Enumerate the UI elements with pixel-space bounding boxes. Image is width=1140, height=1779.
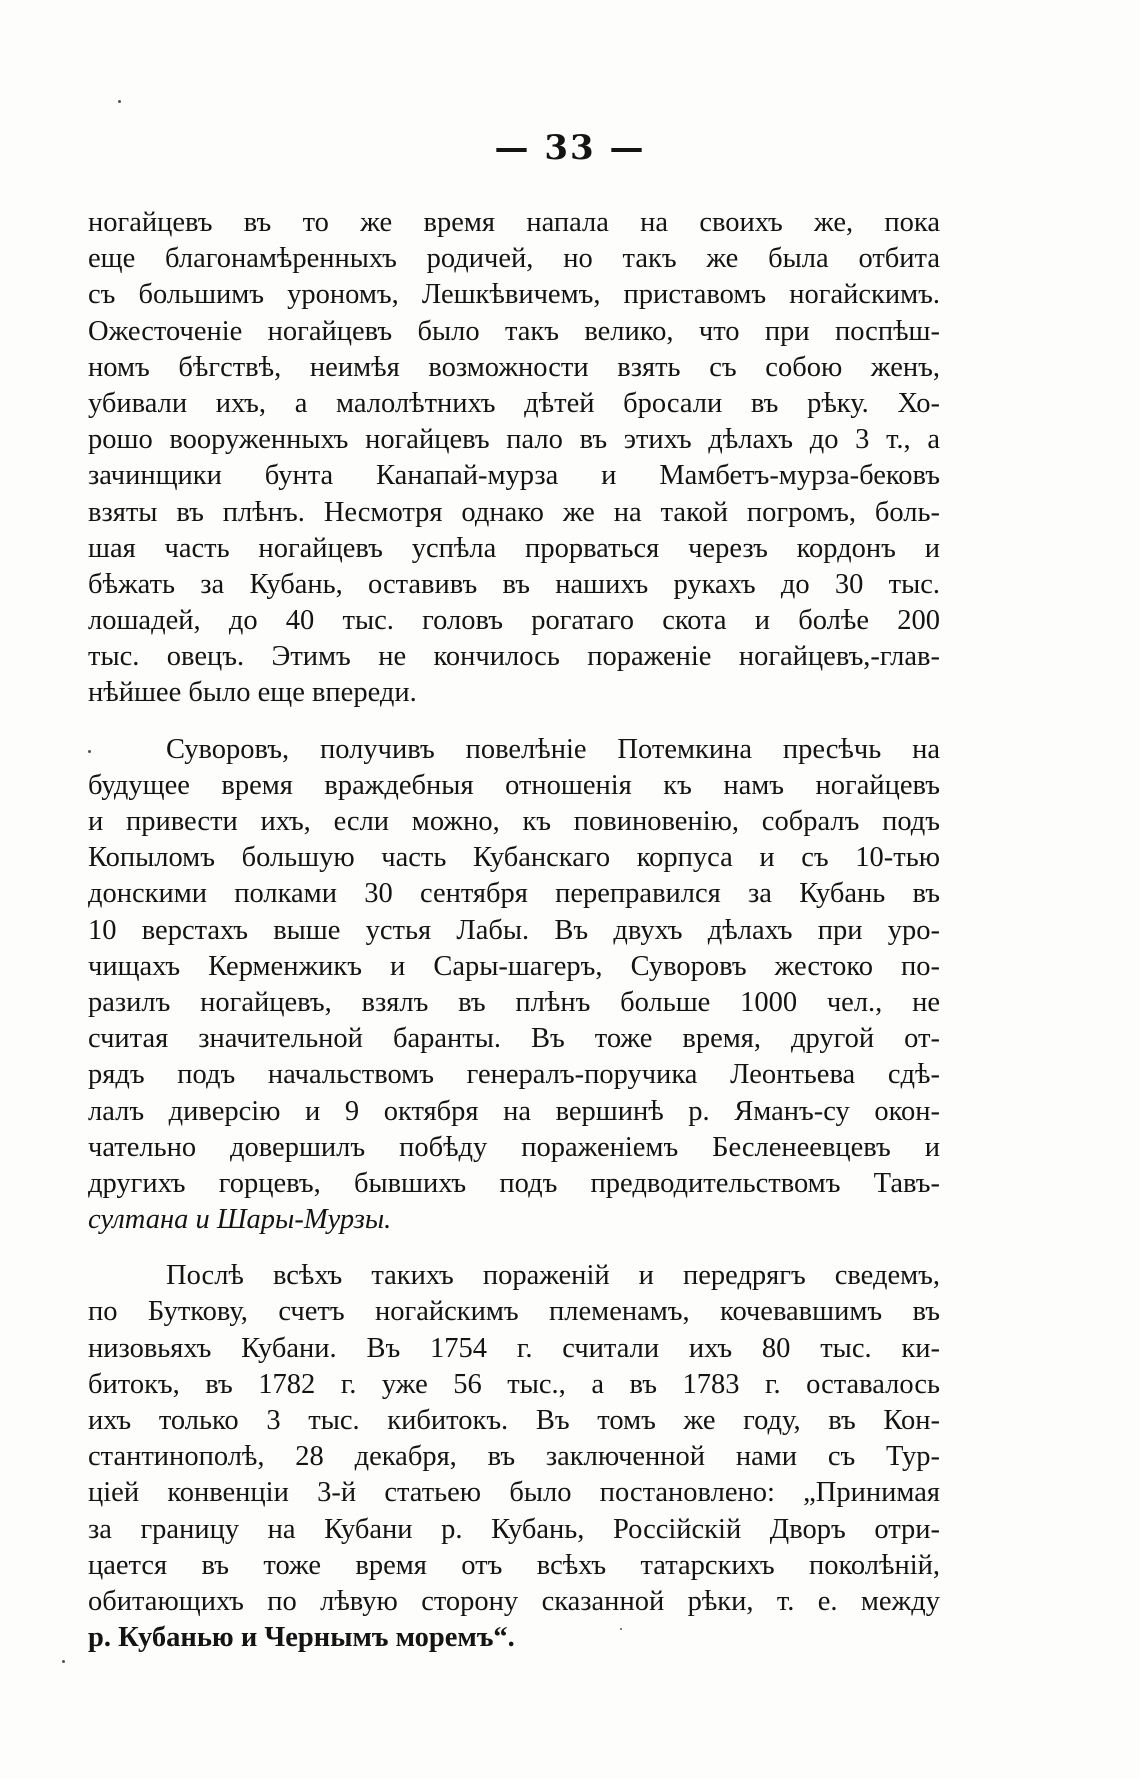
text-line: Копыломъ большую часть Кубанскаго корпуса и съ 10-тью	[88, 842, 940, 874]
text-line: будущее время враждебныя отношенія къ намъ ногайцевъ	[88, 769, 940, 801]
text-line: ціей конвенціи 3-й статьею было постановлено: „Принимая	[88, 1477, 940, 1509]
text-line: Суворовъ, получивъ повелѣніе Потемкина пресѣчь на	[166, 733, 940, 765]
text-line: чательно довершилъ побѣду пораженіемъ Бесленеевцевъ и	[88, 1131, 940, 1163]
text-line: лалъ диверсію и 9 октября на вершинѣ р. Яманъ-су окон-	[88, 1095, 940, 1127]
text-line: обитающихъ по лѣвую сторону сказанной рѣки, т. е. между	[88, 1585, 940, 1617]
body-text	[88, 205, 940, 1656]
text-line: донскими полками 30 сентября переправился за Кубань въ	[88, 878, 940, 910]
text-line: р. Кубанью и Чернымъ моремъ“.	[88, 1622, 515, 1654]
text-line: еще благонамѣренныхъ родичей, но такъ же была отбита	[88, 243, 940, 275]
text-line: чищахъ Керменжикъ и Сары-шагеръ, Суворовъ жестоко по-	[88, 950, 940, 982]
text-line: 10 верстахъ выше устья Лабы. Въ двухъ дѣлахъ при уро-	[88, 914, 940, 946]
paragraph-gap	[88, 712, 940, 732]
text-line: номъ бѣгствѣ, неимѣя возможности взять съ собою женъ,	[88, 351, 940, 383]
text-line: по Буткову, счетъ ногайскимъ племенамъ, кочевавшимъ въ	[88, 1296, 940, 1328]
text-line: ногайцевъ въ то же время напала на своихъ же, пока	[88, 207, 940, 238]
text-line: цается въ тоже время отъ всѣхъ татарскихъ поколѣній,	[88, 1549, 940, 1581]
text-line: бѣжать за Кубань, оставивъ въ нашихъ рукахъ до 30 тыс.	[88, 568, 940, 600]
text-line: разилъ ногайцевъ, взялъ въ плѣнъ больше 1000 чел., не	[88, 986, 940, 1018]
text-line: рядъ подъ начальствомъ генералъ-поручика Леонтьева сдѣ-	[88, 1059, 940, 1091]
paragraph-3	[88, 1258, 940, 1656]
text-line: убивали ихъ, а малолѣтнихъ дѣтей бросали въ рѣку. Хо-	[88, 387, 940, 419]
scan-speck	[620, 1628, 622, 1630]
paragraph-2	[88, 732, 940, 1239]
text-line: зачинщики бунта Канапай-мурза и Мамбетъ-мурза-бековъ	[88, 460, 940, 492]
text-line: рошо вооруженныхъ ногайцевъ пало въ этихъ дѣлахъ до 3 т., а	[88, 424, 940, 456]
text-line: за границу на Кубани р. Кубань, Россійскій Дворъ отри-	[88, 1513, 940, 1545]
paragraph-gap	[88, 1238, 940, 1258]
text-line: нѣйшее было еще впереди.	[88, 677, 417, 709]
text-line: стантинополѣ, 28 декабря, въ заключенной нами съ Тур-	[88, 1441, 940, 1473]
scan-speck	[88, 750, 91, 753]
text-line: битокъ, въ 1782 г. уже 56 тыс., а въ 1783 г. оставалось	[88, 1368, 940, 1400]
text-line: султана и Шары-Мурзы.	[88, 1204, 392, 1236]
text-line: другихъ горцевъ, бывшихъ подъ предводительствомъ Тавъ-	[88, 1167, 940, 1199]
text-line: и привести ихъ, если можно, къ повиновенію, собралъ подъ	[88, 806, 940, 837]
scan-speck	[118, 100, 121, 103]
text-line: взяты въ плѣнъ. Несмотря однако же на такой погромъ, боль-	[88, 496, 940, 528]
text-line: съ большимъ урономъ, Лешкѣвичемъ, приставомъ ногайскимъ.	[88, 279, 940, 311]
text-line: Послѣ всѣхъ такихъ пораженій и передрягъ сведемъ,	[166, 1260, 940, 1292]
text-line: низовьяхъ Кубани. Въ 1754 г. считали ихъ 80 тыс. ки-	[88, 1332, 940, 1364]
text-line: тыс. овецъ. Этимъ не кончилось пораженіе ногайцевъ,-глав-	[88, 641, 940, 673]
text-line: лошадей, до 40 тыс. головъ рогатаго скота и болѣе 200	[88, 605, 940, 637]
text-line: ихъ только 3 тыс. кибитокъ. Въ томъ же году, въ Кон-	[88, 1405, 940, 1436]
text-line: Ожесточеніе ногайцевъ было такъ велико, что при поспѣш-	[88, 315, 940, 347]
text-line: шая часть ногайцевъ успѣла прорваться черезъ кордонъ и	[88, 532, 940, 564]
text-line: считая значительной баранты. Въ тоже время, другой от-	[88, 1023, 940, 1055]
page-number: — 33 —	[494, 128, 646, 168]
paragraph-1	[88, 205, 940, 712]
scan-speck	[62, 1660, 65, 1663]
